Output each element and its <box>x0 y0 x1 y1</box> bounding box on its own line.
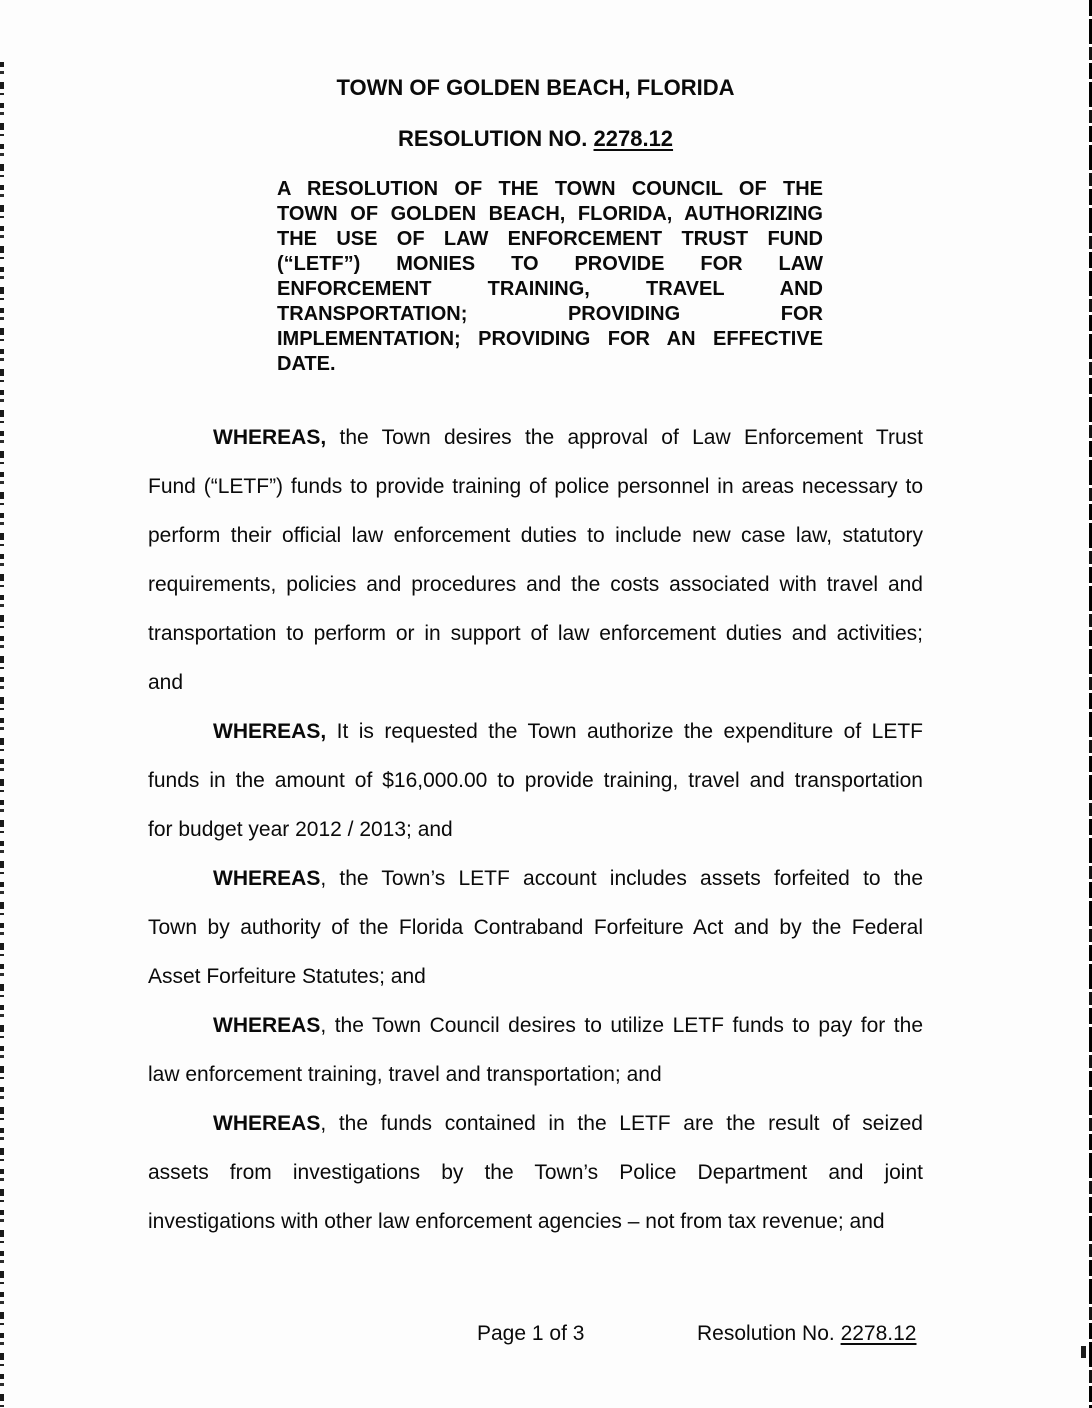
document-title: TOWN OF GOLDEN BEACH, FLORIDA <box>336 75 735 100</box>
footer-resolution-label: Resolution No. <box>697 1322 841 1345</box>
caption-line: TOWN OF GOLDEN BEACH, FLORIDA, AUTHORIZING <box>277 203 823 225</box>
paragraph-last-line: Asset Forfeiture Statutes; and <box>148 965 426 988</box>
caption-line: A RESOLUTION OF THE TOWN COUNCIL OF THE <box>277 178 823 200</box>
first-line-text: , the Town Council desires to utilize LETF funds to pay for the <box>320 1014 923 1037</box>
paragraph-line: perform their official law enforcement duties to include new case law, statutory <box>148 524 923 547</box>
paragraph-line: funds in the amount of $16,000.00 to provide training, travel and transportation <box>148 769 923 792</box>
first-line-text: , the funds contained in the LETF are the result of seized <box>320 1112 923 1135</box>
paragraph-last-line: law enforcement training, travel and transportation; and <box>148 1063 662 1086</box>
paragraph-line: Fund (“LETF”) funds to provide training of police personnel in areas necessary to <box>148 475 923 498</box>
scan-artifact-speck <box>1081 1346 1086 1358</box>
paragraph-line: requirements, policies and procedures and the costs associated with travel and <box>148 573 923 596</box>
caption-line: THE USE OF LAW ENFORCEMENT TRUST FUND <box>277 228 823 250</box>
whereas-lead: WHEREAS, <box>213 720 327 743</box>
footer-resolution-value: 2278.12 <box>840 1322 917 1345</box>
paragraph-first-line <box>148 413 923 462</box>
paragraph-line: assets from investigations by the Town’s Police Department and joint <box>148 1161 923 1184</box>
document-body <box>148 413 923 1246</box>
first-line-text: It is requested the Town authorize the expenditure of LETF <box>326 720 923 743</box>
paragraph-last-line: investigations with other law enforcement agencies – not from tax revenue; and <box>148 1210 885 1233</box>
caption-line: (“LETF”) MONIES TO PROVIDE FOR LAW <box>277 253 823 275</box>
footer-resolution-number <box>697 1322 917 1346</box>
first-line-text: , the Town’s LETF account includes assets forfeited to the <box>320 867 923 890</box>
resolution-heading <box>148 127 923 151</box>
caption-line: TRANSPORTATION; PROVIDING FOR <box>277 303 823 325</box>
paragraph-last-line: for budget year 2012 / 2013; and <box>148 818 453 841</box>
paragraph-first-line <box>148 707 923 756</box>
caption-line: ENFORCEMENT TRAINING, TRAVEL AND <box>277 278 823 300</box>
paragraph-first-line <box>148 1099 923 1148</box>
resolution-heading-label: RESOLUTION NO. <box>397 126 594 151</box>
caption-line: DATE. <box>277 353 336 375</box>
paragraph-last-line: and <box>148 671 184 694</box>
whereas-lead: WHEREAS <box>213 1112 321 1135</box>
page-number: Page 1 of 3 <box>477 1322 585 1345</box>
paragraph-line: transportation to perform or in support of law enforcement duties and activities; <box>148 622 923 645</box>
whereas-lead: WHEREAS <box>213 867 321 890</box>
paragraph-first-line <box>148 854 923 903</box>
scan-artifact-left-edge <box>0 62 4 1408</box>
resolution-caption <box>277 177 823 377</box>
caption-line: IMPLEMENTATION; PROVIDING FOR AN EFFECTIVE <box>277 328 823 350</box>
resolution-heading-number: 2278.12 <box>593 126 674 151</box>
whereas-lead: WHEREAS, <box>213 426 327 449</box>
paragraph-line: Town by authority of the Florida Contraband Forfeiture Act and by the Federal <box>148 916 923 939</box>
first-line-text: the Town desires the approval of Law Enforcement Trust <box>326 426 923 449</box>
paragraph-first-line <box>148 1001 923 1050</box>
whereas-lead: WHEREAS <box>213 1014 321 1037</box>
